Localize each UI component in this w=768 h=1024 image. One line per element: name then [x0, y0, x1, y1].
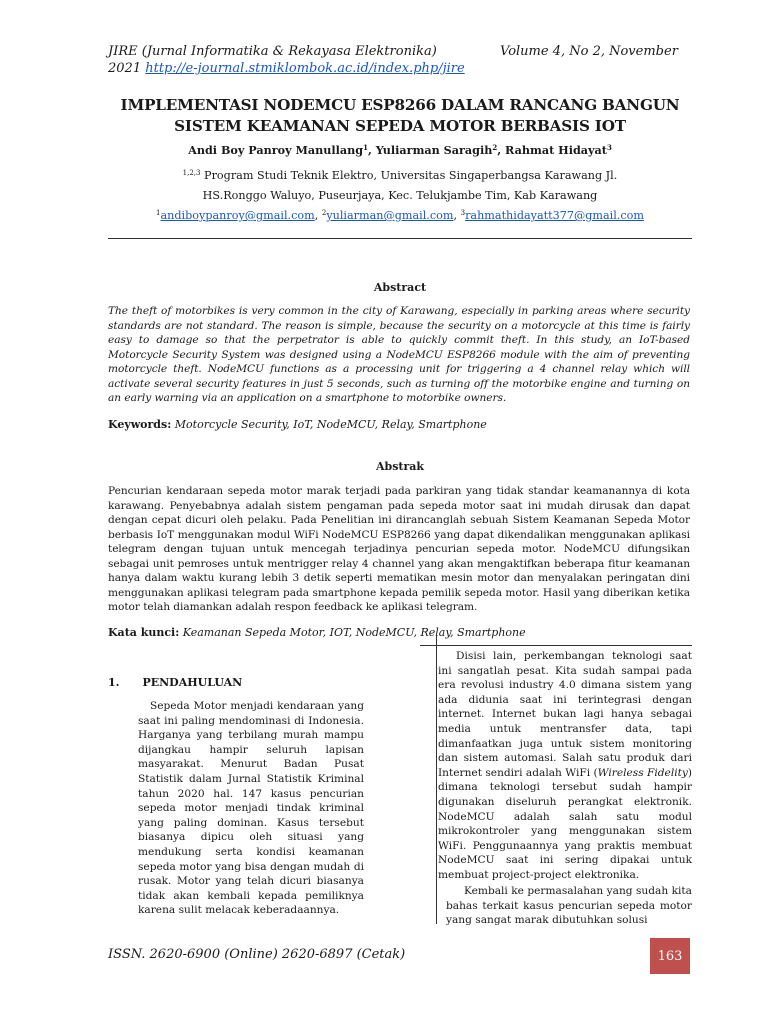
left-column-paragraph: Sepeda Motor menjadi kendaraan yang saat ini paling mendominasi di Indonesia. Harganya yang terbilang murah mampu dijangkau hampir seluruh lapisan masyarakat. Menurut Badan Pusat Statistik dalam Jurnal Statistik Kriminal tahun 2020 hal. 147 kasus pencurian sepeda motor menjadi tindak kriminal yang paling dominan. Kasus tersebut biasanya dipicu oleh situasi yang mendukung serta kondisi keamanan sepeda motor yang bisa dengan mudah di rusak. Motor yang telah dicuri biasanya tidak akan kembali kepada pemiliknya karena sulit melacak keberadaannya. — [138, 700, 364, 917]
author-3-sup: 3 — [606, 143, 612, 152]
email-link-2[interactable]: yuliarman@gmail.com — [326, 209, 454, 222]
right-column-paragraph-1 — [438, 649, 692, 883]
email-3-sup: 3 — [460, 209, 466, 217]
kata-kunci-label: Kata kunci: — [108, 626, 180, 639]
journal-year: 2021 — [108, 61, 142, 76]
author-1: Andi Boy Panroy Manullang — [188, 143, 364, 157]
author-3: Rahmat Hidayat — [505, 143, 607, 157]
email-2-sup: 2 — [321, 209, 327, 217]
author-list: Andi Boy Panroy Manullang$^1$, Yuliarman Saragih$^2$, Rahmat Hidayat$^3$ — [188, 143, 612, 157]
kata-kunci-values: Keamanan Sepeda Motor, IOT, NodeMCU, Relay, Smartphone — [182, 626, 526, 639]
issn-footer: ISSN. 2620-6900 (Online) 2620-6897 (Cetak) — [108, 947, 406, 962]
abstract-heading: Abstract — [373, 281, 427, 294]
column-top-rule — [420, 645, 692, 646]
kata-kunci-line — [108, 626, 526, 639]
abstract-text: The theft of motorbikes is very common in the city of Karawang, especially in parking areas where security standards are not standard. The reason is simple, because the security on a motorcycle at this time is fairly easy to damage so that the perpetrator is able to quickly commit theft. In this study, an IoT-based Motorcycle Security System was designed using a NodeMCU ESP8266 module with the aim of preventing motorcycle theft. NodeMCU functions as a processing unit for triggering a 4 channel relay which will activate several security features in just 5 seconds, such as turning off the motorbike engine and turning on an early warning via an application on a smartphone to motorbike owners. — [108, 305, 690, 404]
author-1-sup: 1 — [363, 143, 368, 152]
journal-year-url-line — [108, 61, 465, 76]
abstrak-text: Pencurian kendaraan sepeda motor marak terjadi pada parkiran yang tidak standar keamanannya di kota karawang. Penyebabnya adalah sistem pengaman pada sepeda motor saat ini mudah dirusak dan dapat dengan cepat dicuri oleh pelaku. Pada Penelitian ini dirancanglah sebuah Sistem Keamanan Sepeda Motor berbasis IoT menggunakan modul WiFi NodeMCU ESP8266 yang dapat dikendalikan menggunakan aplikasi telegram dengan tujuan untuk mencegah terjadinya pencurian sepeda motor. NodeMCU difungsikan sebagai unit pemroses untuk mentrigger relay 4 channel yang akan mengaktifkan beberapa fitur keamanan hanya dalam waktu kurang lebih 3 detik seperti mematikan mesin motor dan menyalakan peringatan dini menggunakan aplikasi telegram pada smartphone kepada pemilik sepeda motor. Hasil yang diberikan ketika motor telah diamankan adalah respon feedback ke aplikasi telegram. — [108, 485, 690, 613]
title-line-2: SISTEM KEAMANAN SEPEDA MOTOR BERBASIS IOT — [174, 117, 626, 135]
email-link-3[interactable]: rahmathidayatt377@gmail.com — [465, 209, 644, 222]
title-line-1: IMPLEMENTASI NODEMCU ESP8266 DALAM RANCANG BANGUN — [120, 96, 680, 114]
author-2-sup: 2 — [492, 143, 498, 152]
section-heading-pendahuluan: 1. PENDAHULUAN — [108, 676, 243, 689]
affiliation-sup: 1,2,3 — [182, 169, 201, 177]
right-p1-text-a: Disisi lain, perkembangan teknologi saat ini sangatlah pesat. Kita sudah sampai pada era revolusi industry 4.0 dimana sistem yang ada didunia saat ini terintegrasi dengan internet. Internet bukan lagi hanya sebagai media untuk mentransfer data, tapi dimanfaatkan juga untuk sistem monitoring dan sistem automasi. Salah satu produk dari Internet sendiri adalah WiFi ( — [438, 650, 692, 779]
page-number-badge — [650, 938, 690, 974]
affiliation-line-1 — [108, 166, 692, 186]
keywords-line — [108, 418, 487, 431]
column-divider — [436, 634, 437, 924]
affiliation-line-2: HS.Ronggo Waluyo, Puseurjaya, Kec. Telukjambe Tim, Kab Karawang — [202, 189, 598, 202]
header-divider — [108, 238, 692, 239]
affiliation — [108, 166, 692, 226]
paper-title — [108, 95, 692, 137]
right-p1-text-b: ) dimana teknologi tersebut sudah hampir digunakan diseluruh perangkat elektronik. NodeMCU adalah salah satu modul mikrokontroler yang menggunakan sistem WiFi. Penggunaannya yang praktis membuat NodeMCU saat ini sering dipakai untuk membuat project-project elektronika. — [438, 766, 692, 881]
page-number: 163 — [657, 948, 683, 964]
keywords-label: Keywords: — [108, 418, 172, 431]
journal-url-link[interactable]: http://e-journal.stmiklombok.ac.id/index.php/jire — [145, 61, 465, 76]
journal-name: JIRE (Jurnal Informatika & Rekayasa Elektronika) — [108, 44, 437, 59]
journal-volume: Volume 4, No 2, November — [500, 44, 678, 59]
abstrak-heading: Abstrak — [375, 460, 425, 473]
email-1-sup: 1 — [156, 209, 161, 217]
right-p1-italic: Wireless Fidelity — [597, 766, 688, 779]
email-line: $^1$andiboypanroy@gmail.com, $^2$yuliarman@gmail.com, $^3$rahmathidayatt377@gmail.com — [156, 209, 644, 222]
right-column-paragraph-2: Kembali ke permasalahan yang sudah kita bahas terkait kasus pencurian sepeda motor yang sangat marak dibutuhkan solusi — [446, 885, 692, 927]
author-2: Yuliarman Saragih — [375, 143, 493, 157]
affiliation-text-1: Program Studi Teknik Elektro, Universitas Singaperbangsa Karawang Jl. — [204, 169, 618, 182]
keywords-values: Motorcycle Security, IoT, NodeMCU, Relay, Smartphone — [174, 418, 487, 431]
email-link-1[interactable]: andiboypanroy@gmail.com — [160, 209, 315, 222]
